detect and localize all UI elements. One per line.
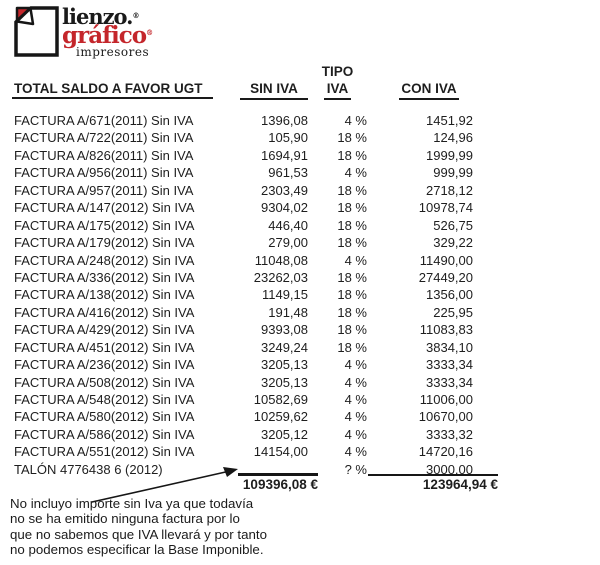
row-description: FACTURA A/671(2011) Sin IVA: [14, 113, 194, 128]
row-description: TALÓN 4776438 6 (2012): [14, 461, 163, 477]
logo: [14, 6, 153, 58]
table-body: [12, 112, 473, 478]
total-sin-iva: 109396,08 €: [242, 477, 318, 492]
table-row: [12, 182, 473, 199]
row-sin-iva: 3205,13: [261, 357, 308, 373]
table-row: [12, 112, 473, 129]
row-description: FACTURA A/336(2012) Sin IVA: [14, 269, 195, 285]
table-row: [12, 391, 473, 408]
row-sin-iva: 9393,08: [261, 322, 308, 338]
registered-mark-icon: ®: [146, 28, 154, 37]
row-tipo-iva: 18 %: [337, 287, 367, 303]
row-con-iva: 11490,00: [419, 252, 473, 268]
row-tipo-iva: 4 %: [344, 426, 367, 442]
row-tipo-iva: 4 %: [344, 392, 367, 407]
row-description: FACTURA A/826(2011) Sin IVA: [14, 147, 194, 163]
row-tipo-iva: 4 %: [344, 374, 367, 390]
row-con-iva: 225,95: [433, 304, 473, 320]
row-con-iva: 10670,00: [418, 409, 473, 425]
table-row: [12, 374, 473, 391]
table-row: [12, 304, 473, 321]
row-con-iva: 1451,92: [426, 113, 473, 128]
row-con-iva: 3333,34: [426, 357, 473, 373]
row-con-iva: 14720,16: [418, 444, 473, 460]
row-sin-iva: 1694,91: [261, 147, 308, 163]
table-row: [12, 252, 473, 269]
row-con-iva: 11083,83: [419, 322, 473, 338]
row-sin-iva: 191,48: [268, 304, 308, 320]
table-row: [12, 129, 473, 146]
folded-page-icon: [14, 6, 59, 57]
row-sin-iva: 105,90: [268, 130, 308, 146]
footnote: [10, 496, 267, 558]
table-row: [12, 164, 473, 181]
total-con-iva: 123964,94 €: [422, 477, 498, 492]
row-sin-iva: 3249,24: [261, 339, 308, 355]
registered-mark-icon: ®: [132, 11, 140, 20]
row-description: FACTURA A/175(2012) Sin IVA: [14, 217, 195, 233]
footnote-line: no podemos especificar la Base Imponible.: [10, 542, 264, 558]
column-header-con-iva: CON IVA: [367, 81, 473, 100]
row-tipo-iva: 18 %: [337, 182, 367, 198]
row-con-iva: 3333,32: [426, 426, 473, 442]
table-row: [12, 426, 473, 443]
row-tipo-iva: 18 %: [337, 217, 367, 233]
row-tipo-iva: 4 %: [344, 409, 367, 425]
row-sin-iva: 3205,12: [261, 426, 308, 442]
table-row: [12, 199, 473, 216]
row-sin-iva: 10259,62: [253, 409, 308, 425]
row-sin-iva: 1149,15: [261, 287, 308, 303]
row-sin-iva: 2303,49: [261, 182, 308, 198]
row-description: FACTURA A/722(2011) Sin IVA: [14, 130, 194, 146]
footnote-line: No incluyo importe sin Iva ya que todavía: [10, 496, 254, 511]
logo-line2: gráfico®: [62, 22, 154, 49]
row-con-iva: 124,96: [433, 130, 473, 146]
row-description: FACTURA A/236(2012) Sin IVA: [14, 357, 195, 373]
row-sin-iva: 961,53: [268, 165, 308, 181]
footnote-line: que no sabemos que IVA llevará y por tanto: [10, 526, 267, 542]
row-tipo-iva: 18 %: [337, 235, 367, 251]
row-con-iva: 526,75: [433, 217, 473, 233]
row-tipo-iva: 4 %: [344, 165, 367, 181]
row-description: FACTURA A/138(2012) Sin IVA: [14, 287, 195, 303]
logo-line3: impresores: [76, 45, 150, 59]
row-sin-iva: 446,40: [268, 217, 308, 233]
row-sin-iva: 3205,13: [261, 374, 308, 390]
row-tipo-iva: 18 %: [337, 339, 367, 355]
row-tipo-iva: ? %: [344, 461, 367, 477]
row-description: FACTURA A/548(2012) Sin IVA: [14, 392, 195, 407]
footnote-line: no se ha emitido ninguna factura por lo: [10, 511, 240, 527]
row-con-iva: 27449,20: [418, 269, 473, 285]
table-title: TOTAL SALDO A FAVOR UGT: [12, 81, 240, 100]
row-tipo-iva: 18 %: [337, 269, 367, 285]
row-con-iva: 10978,74: [418, 200, 473, 216]
table-row: [12, 217, 473, 234]
row-con-iva: 329,22: [433, 235, 473, 251]
row-con-iva: 3333,34: [426, 374, 473, 390]
row-sin-iva: 9304,02: [261, 200, 308, 216]
row-description: FACTURA A/551(2012) Sin IVA: [14, 444, 195, 460]
sum-line-con-iva: [368, 474, 498, 476]
sum-line-sin-iva: [238, 473, 318, 476]
table-row: [12, 356, 473, 373]
logo-line1: lienzo.®: [62, 4, 140, 29]
row-description: FACTURA A/956(2011) Sin IVA: [14, 165, 194, 181]
row-description: FACTURA A/957(2011) Sin IVA: [14, 182, 194, 198]
table-row: [12, 269, 473, 286]
row-con-iva: 2718,12: [426, 182, 473, 198]
row-tipo-iva: 18 %: [337, 147, 367, 163]
row-sin-iva: 279,00: [268, 235, 308, 251]
row-description: FACTURA A/451(2012) Sin IVA: [14, 339, 195, 355]
row-sin-iva: 1396,08: [261, 113, 308, 128]
row-con-iva: 1356,00: [426, 287, 473, 303]
row-tipo-iva: 4 %: [344, 357, 367, 373]
row-description: FACTURA A/580(2012) Sin IVA: [14, 409, 195, 425]
row-con-iva: 3834,10: [426, 339, 473, 355]
table-row: [12, 234, 473, 251]
row-tipo-iva: 18 %: [337, 130, 367, 146]
row-description: FACTURA A/508(2012) Sin IVA: [14, 374, 195, 390]
row-description: FACTURA A/179(2012) Sin IVA: [14, 235, 195, 251]
column-header-sin-iva: SIN IVA: [240, 81, 308, 100]
row-tipo-iva: 18 %: [337, 200, 367, 216]
row-con-iva: 11006,00: [419, 392, 473, 407]
row-sin-iva: 10582,69: [253, 392, 308, 407]
row-tipo-iva: 18 %: [337, 322, 367, 338]
table-row: [12, 147, 473, 164]
row-description: FACTURA A/429(2012) Sin IVA: [14, 322, 195, 338]
row-sin-iva: 14154,00: [253, 444, 308, 460]
row-description: FACTURA A/248(2012) Sin IVA: [14, 252, 195, 268]
row-tipo-iva: 4 %: [344, 444, 367, 460]
row-tipo-iva: 4 %: [344, 113, 367, 128]
table-row: [12, 321, 473, 338]
table-row: [12, 408, 473, 425]
table-header-row: [12, 81, 473, 100]
column-header-iva: IVA: [308, 81, 367, 100]
table-row: [12, 339, 473, 356]
row-sin-iva: 11048,08: [254, 252, 308, 268]
row-description: FACTURA A/416(2012) Sin IVA: [14, 304, 195, 320]
row-description: FACTURA A/147(2012) Sin IVA: [14, 200, 195, 216]
row-con-iva: 3000,00: [426, 461, 473, 477]
row-sin-iva: 23262,03: [253, 269, 308, 285]
row-tipo-iva: 4 %: [344, 252, 367, 268]
row-tipo-iva: 18 %: [337, 304, 367, 320]
column-header-tipo: TIPO: [321, 64, 354, 79]
row-description: FACTURA A/586(2012) Sin IVA: [14, 426, 195, 442]
logo-text: [62, 6, 153, 58]
table-row: [12, 286, 473, 303]
row-con-iva: 999,99: [433, 165, 473, 181]
row-con-iva: 1999,99: [426, 147, 473, 163]
